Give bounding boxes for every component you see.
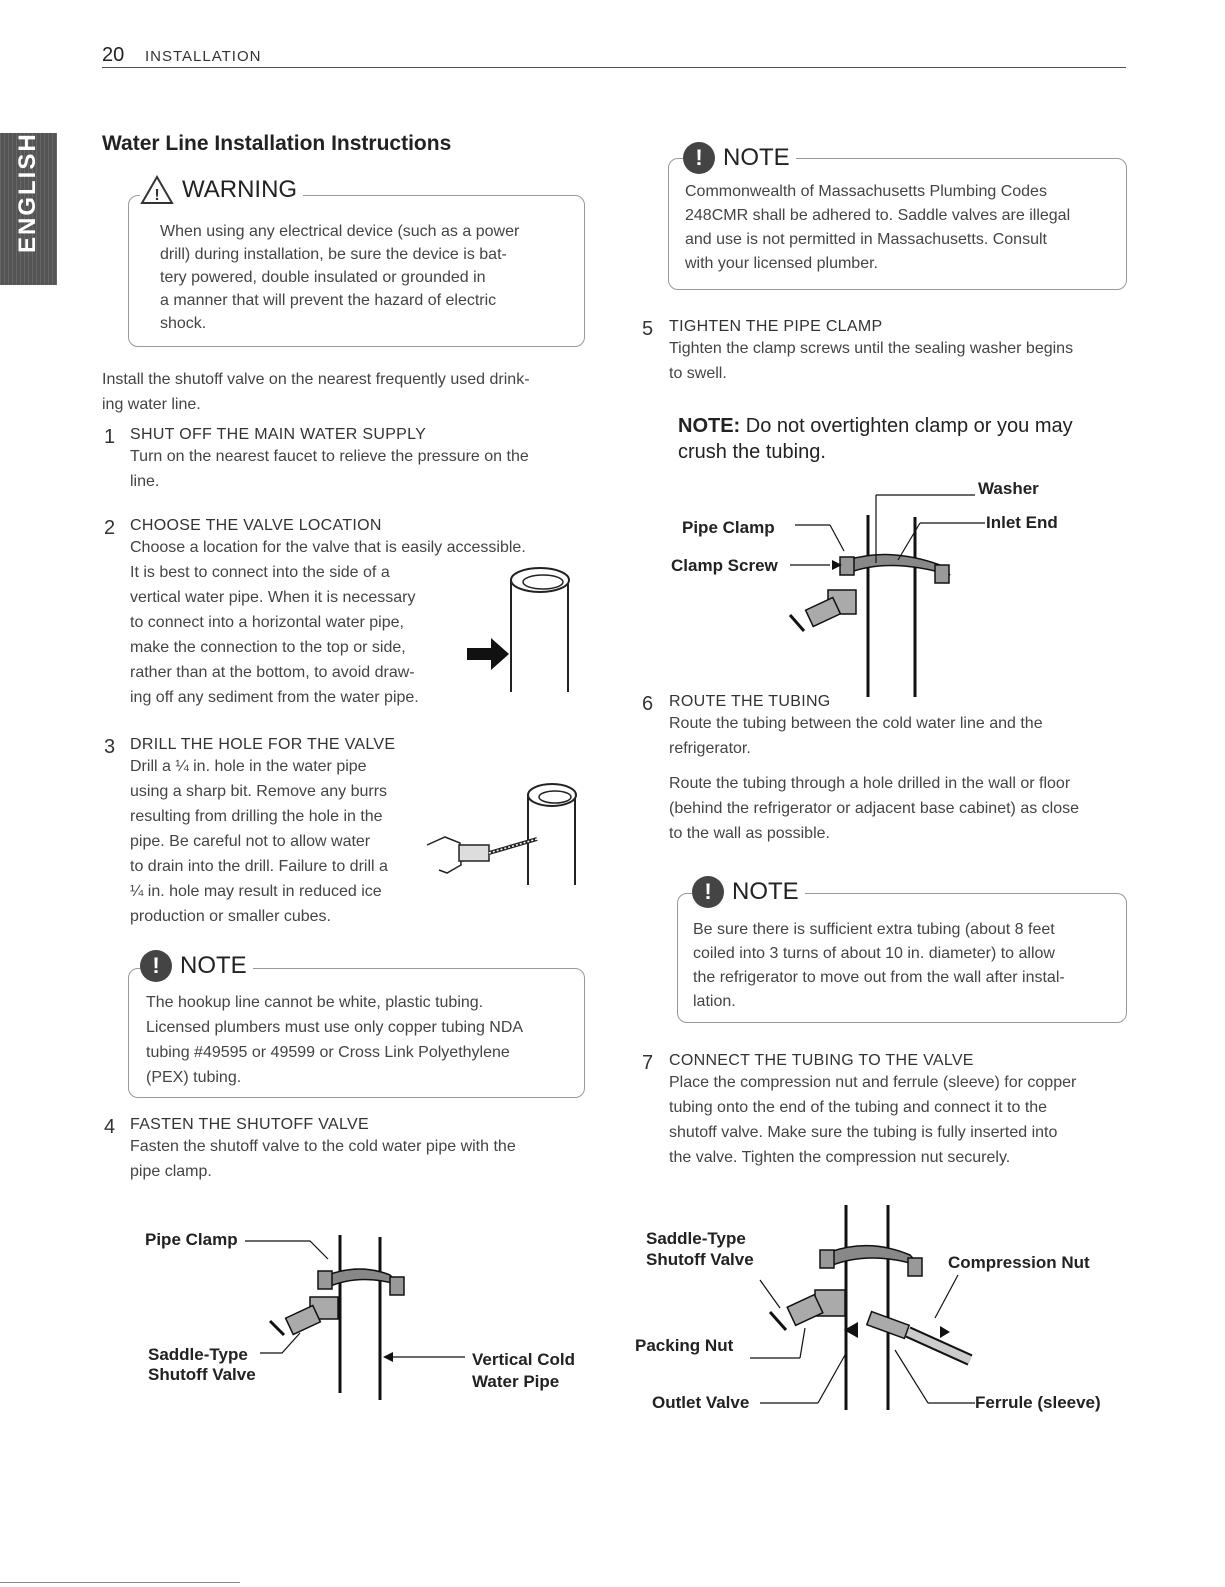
label-packing-nut: Packing Nut bbox=[635, 1336, 734, 1355]
step-2-title: CHOOSE THE VALVE LOCATION bbox=[130, 517, 382, 534]
note-line: coiled into 3 turns of about 10 in. diameter) to allow bbox=[693, 945, 1055, 962]
step-7 bbox=[669, 1052, 1076, 1170]
warning-text bbox=[160, 220, 519, 335]
fasten-valve-illustration bbox=[240, 1225, 480, 1405]
label-line: Shutoff Valve bbox=[646, 1250, 754, 1269]
warning-line: drill) during installation, be sure the device is bat- bbox=[160, 246, 507, 263]
step-1-title: SHUT OFF THE MAIN WATER SUPPLY bbox=[130, 426, 427, 443]
step-line: line. bbox=[130, 473, 160, 490]
step-line: using a sharp bit. Remove any burrs bbox=[130, 783, 388, 800]
step-6-title: ROUTE THE TUBING bbox=[669, 693, 831, 710]
step-7-number: 7 bbox=[642, 1052, 654, 1074]
step-6 bbox=[669, 693, 1079, 846]
pipe-clamp-illustration bbox=[770, 475, 990, 700]
label-inlet-end: Inlet End bbox=[986, 513, 1058, 532]
step-2-number: 2 bbox=[104, 517, 116, 539]
step-6-text-2 bbox=[669, 771, 1079, 846]
step-line: rather than at the bottom, to avoid draw- bbox=[130, 664, 415, 681]
warning-line: When using any electrical device (such as a power bbox=[160, 223, 520, 240]
step-4-number: 4 bbox=[104, 1116, 116, 1138]
step-line: Turn on the nearest faucet to relieve the pressure on the bbox=[130, 448, 529, 465]
note-line: and use is not permitted in Massachusetts. Consult bbox=[685, 231, 1047, 248]
step-3 bbox=[130, 736, 395, 929]
note-line: the refrigerator to move out from the wall after instal- bbox=[693, 969, 1065, 986]
language-tab-label: ENGLISH bbox=[14, 132, 41, 253]
note-hookup-text bbox=[146, 990, 523, 1090]
step-line: Drill a ¼ in. hole in the water pipe bbox=[130, 758, 367, 775]
label-ferrule: Ferrule (sleeve) bbox=[975, 1393, 1101, 1412]
clamp-note bbox=[678, 413, 1073, 465]
step-1-number: 1 bbox=[104, 426, 116, 448]
step-line: pipe. Be careful not to allow water bbox=[130, 833, 371, 850]
connect-tubing-illustration bbox=[740, 1200, 1040, 1415]
note-heading-hookup bbox=[140, 950, 253, 982]
note-heading-massachusetts bbox=[683, 142, 796, 174]
step-4-text bbox=[130, 1134, 516, 1184]
label-pipe-clamp: Pipe Clamp bbox=[145, 1230, 238, 1249]
step-line: (behind the refrigerator or adjacent base cabinet) as close bbox=[669, 800, 1080, 817]
step-line: tubing onto the end of the tubing and connect it to the bbox=[669, 1099, 1048, 1116]
step-line: to swell. bbox=[669, 365, 727, 382]
step-line: resulting from drilling the hole in the bbox=[130, 808, 383, 825]
step-3-number: 3 bbox=[104, 736, 116, 758]
clamp-note-line: Do not overtighten clamp or you may bbox=[745, 415, 1073, 437]
step-6-number: 6 bbox=[642, 693, 654, 715]
note-heading-text: NOTE bbox=[180, 952, 247, 979]
step-5-number: 5 bbox=[642, 318, 654, 340]
page-number: 20 bbox=[102, 44, 125, 66]
step-line: to connect into a horizontal water pipe, bbox=[130, 614, 404, 631]
step-line: ¼ in. hole may result in reduced ice bbox=[130, 883, 382, 900]
note-line: 248CMR shall be adhered to. Saddle valves are illegal bbox=[685, 207, 1071, 224]
step-1-text bbox=[130, 444, 529, 494]
step-4-title: FASTEN THE SHUTOFF VALVE bbox=[130, 1116, 369, 1133]
label-line: Saddle-Type bbox=[148, 1345, 248, 1364]
label-saddle-valve bbox=[148, 1345, 256, 1385]
note-tubing-text bbox=[693, 918, 1065, 1014]
header-rule bbox=[102, 67, 1126, 68]
clamp-note-label: NOTE: bbox=[678, 415, 741, 437]
step-line: to the wall as possible. bbox=[669, 825, 830, 842]
step-line: Choose a location for the valve that is easily accessible. bbox=[130, 539, 526, 556]
label-line: Saddle-Type bbox=[646, 1229, 746, 1248]
arrow-right-icon bbox=[467, 638, 509, 670]
note-heading-tubing bbox=[692, 876, 805, 908]
label-washer: Washer bbox=[978, 479, 1039, 498]
page-title: Water Line Installation Instructions bbox=[102, 132, 452, 155]
warning-heading bbox=[140, 175, 303, 205]
step-line: Place the compression nut and ferrule (sleeve) for copper bbox=[669, 1074, 1077, 1091]
step-1 bbox=[130, 426, 529, 494]
step-line: It is best to connect into the side of a bbox=[130, 564, 390, 581]
step-line: refrigerator. bbox=[669, 740, 751, 757]
language-tab bbox=[0, 133, 57, 285]
step-line: make the connection to the top or side, bbox=[130, 639, 406, 656]
step-line: Fasten the shutoff valve to the cold water pipe with the bbox=[130, 1138, 516, 1155]
step-7-text bbox=[669, 1070, 1076, 1170]
label-saddle-valve bbox=[646, 1228, 754, 1270]
note-heading-text: NOTE bbox=[723, 144, 790, 171]
step-5-text bbox=[669, 336, 1073, 386]
note-line: Commonwealth of Massachusetts Plumbing Codes bbox=[685, 183, 1047, 200]
svg-text:!: ! bbox=[154, 187, 160, 204]
label-line: Water Pipe bbox=[472, 1372, 560, 1391]
warning-line: a manner that will prevent the hazard of electric bbox=[160, 292, 497, 309]
note-line: lation. bbox=[693, 993, 736, 1010]
step-3-text bbox=[130, 754, 395, 929]
step-4 bbox=[130, 1116, 516, 1184]
section-title: INSTALLATION bbox=[145, 48, 262, 65]
step-line: Tighten the clamp screws until the sealing washer begins bbox=[669, 340, 1074, 357]
step-line: Route the tubing through a hole drilled in the wall or floor bbox=[669, 775, 1071, 792]
note-line: Licensed plumbers must use only copper tubing NDA bbox=[146, 1019, 524, 1036]
step-5 bbox=[669, 318, 1073, 386]
step-6-text bbox=[669, 711, 1079, 761]
vertical-pipe-illustration bbox=[455, 560, 585, 695]
step-7-title: CONNECT THE TUBING TO THE VALVE bbox=[669, 1052, 974, 1069]
note-massachusetts-text bbox=[685, 180, 1070, 276]
note-line: tubing #49595 or 49599 or Cross Link Polyethylene bbox=[146, 1044, 510, 1061]
drill-illustration bbox=[425, 775, 585, 890]
note-line: (PEX) tubing. bbox=[146, 1069, 242, 1086]
step-line: shutoff valve. Make sure the tubing is fully inserted into bbox=[669, 1124, 1058, 1141]
warning-line: tery powered, double insulated or grounded in bbox=[160, 269, 486, 286]
step-line: pipe clamp. bbox=[130, 1163, 212, 1180]
label-pipe-clamp: Pipe Clamp bbox=[682, 518, 775, 537]
warning-triangle-icon bbox=[140, 175, 174, 205]
step-line: vertical water pipe. When it is necessary bbox=[130, 589, 416, 606]
label-compression-nut: Compression Nut bbox=[948, 1253, 1090, 1272]
clamp-note-line: crush the tubing. bbox=[678, 441, 826, 463]
step-line: to drain into the drill. Failure to drill a bbox=[130, 858, 388, 875]
intro-text bbox=[102, 367, 530, 417]
note-exclamation-icon: ! bbox=[140, 950, 172, 982]
step-line: Route the tubing between the cold water line and the bbox=[669, 715, 1043, 732]
warning-heading-text: WARNING bbox=[182, 176, 298, 203]
note-line: Be sure there is sufficient extra tubing (about 8 feet bbox=[693, 921, 1055, 938]
note-exclamation-icon: ! bbox=[692, 876, 724, 908]
label-line: Shutoff Valve bbox=[148, 1365, 256, 1384]
intro-line: Install the shutoff valve on the nearest frequently used drink- bbox=[102, 371, 530, 388]
footer-rule bbox=[0, 1582, 240, 1583]
step-line: the valve. Tighten the compression nut securely. bbox=[669, 1149, 1011, 1166]
step-line: production or smaller cubes. bbox=[130, 908, 331, 925]
label-vertical-pipe bbox=[472, 1349, 575, 1393]
warning-line: shock. bbox=[160, 315, 207, 332]
intro-line: ing water line. bbox=[102, 396, 201, 413]
note-rule bbox=[265, 968, 575, 969]
step-5-title: TIGHTEN THE PIPE CLAMP bbox=[669, 318, 883, 335]
note-heading-text: NOTE bbox=[732, 878, 799, 905]
note-exclamation-icon: ! bbox=[683, 142, 715, 174]
label-outlet-valve: Outlet Valve bbox=[652, 1393, 750, 1412]
note-line: with your licensed plumber. bbox=[685, 255, 878, 272]
label-clamp-screw: Clamp Screw bbox=[671, 556, 778, 575]
step-line: ing off any sediment from the water pipe. bbox=[130, 689, 419, 706]
note-line: The hookup line cannot be white, plastic tubing. bbox=[146, 994, 484, 1011]
label-line: Vertical Cold bbox=[472, 1350, 575, 1369]
step-3-title: DRILL THE HOLE FOR THE VALVE bbox=[130, 736, 396, 753]
